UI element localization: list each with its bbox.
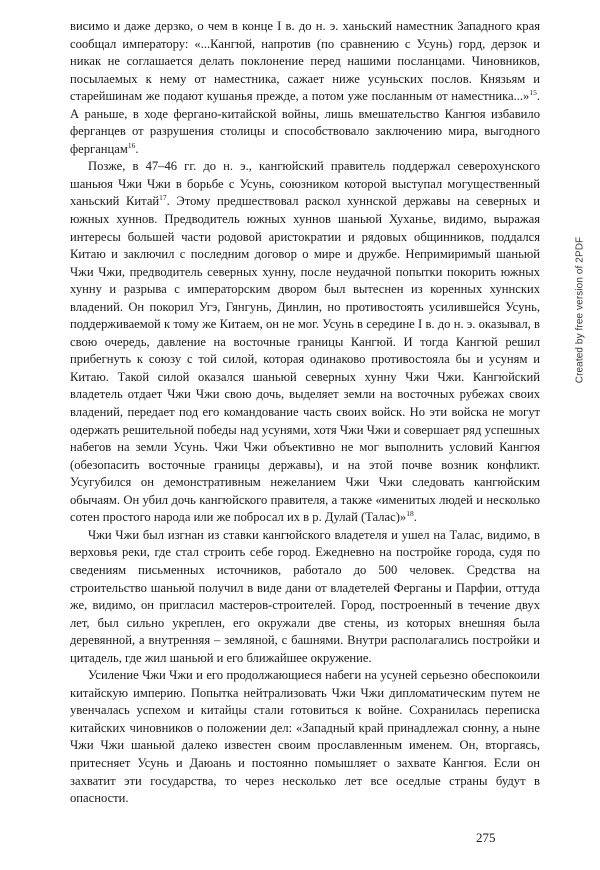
footnote-ref: 17 — [159, 193, 167, 203]
text-run: . Этому предшествовал раскол хуннской державы на северных и южных хуннов. Предводитель южных хуннов шаньюй Хуханье, видимо, выражая интересы большей части родовой аристократии и рядовых общинников, поддался Китаю и заключил с последним договор о мире и дружбе. Непримиримый шаньюй Чжи Чжи, предводитель северных хунну, после неудачной попытки покорить южных хунну и разрыва с императорским двором был вытеснен из коренных хуннских владений. Он покорил Угэ, Гянгунь, Динлин, но противостоять усилившейся Усунь, поддерживаемой к тому же Китаем, он не мог. Усунь в середине I в. до н. э. оказывал, в свою очередь, давление на восточные границы Кангюй. И тогда Кангюй решил прибегнуть к союзу с той силой, которая одинаково противостояла бы и усуням и Китаю. Такой силой оказался шаньюй северных хунну Чжи Чжи. Кангюйский владетель отдает Чжи Чжи свою дочь, выделяет земли на восточных рубежах своих владений, передает под его командование часть своих войск. Но эти войска не могут одержать решительной победы над усунями, хотя Чжи Чжи и совершает ряд успешных набегов на земли Усунь. Чжи Чжи объективно не мог выполнить условий Кангюя (обезопасить восточные границы державы), и на этой почве возник конфликт. Усугубился он демонстративным нежеланием Чжи Чжи следовать кангюйским обычаям. Он убил дочь кангюйского правителя, а также «именитых людей и несколько сотен простого народа или же побросал их в р. Дулай (Талас)» — [70, 194, 541, 525]
text-run: . А раньше, в ходе фергано-китайской войны, лишь вмешательство Кангюя избавило ферганцев от разрушения столицы и способствовало заключению мира, выгодного ферганцам — [70, 89, 540, 156]
text-run: . — [413, 510, 417, 525]
paragraph — [70, 527, 540, 667]
text-run: Чжи Чжи был изгнан из ставки кангюйского владетеля и ушел на Талас, видимо, в верховья реки, где стал строить себе город. Ежедневно на постройке города, судя по сведениям письменных источников, работало до 500 человек. Средства на строительство шаньюй получил в виде дани от владетелей Ферганы и Парфии, оттуда же, видимо, он пригласил мастеров-строителей. Город, построенный в течение двух лет, был сильно укреплен, его окружали две стены, из которых внешняя была деревянной, а внутренняя – земляной, с башнями. Внутри располагались постройки и цитадель, где жил шаньюй и его ближайшее окружение. — [70, 527, 540, 665]
page-number: 275 — [476, 830, 496, 845]
page-body — [70, 18, 540, 808]
paragraph — [70, 18, 540, 158]
footnote-ref: 15 — [529, 88, 537, 98]
watermark-text: Created by free version of 2PDF — [574, 236, 586, 384]
text-run: Усиление Чжи Чжи и его продолжающиеся набеги на усуней серьезно обеспокоили китайскую империю. Попытка нейтрализовать Чжи Чжи дипломатическим путем не увенчалась успехом и китайцы стали готовиться к войне. Сохранилась переписка китайских чиновников о положении дел: «Западный край принадлежал сюнну, а ныне Чжи Чжи шаньюй далеко известен своим прославленным именем. Он, вторгаясь, притесняет Усунь и Даюань и постоянно помышляет о захвате Кангюя. Если он захватит эти государства, то через несколько лет все оседлые страны будут в опасности. — [70, 668, 540, 806]
footnote-ref: 16 — [127, 140, 136, 150]
text-run: Позже, в 47–46 гг. до н. э., кангюйский правитель поддержал северохунского шаньюя Чжи Чжи в борьбе с Усунь, союзником которой выступал могущественный ханьский Китай — [70, 159, 540, 209]
text-run: висимо и даже дерзко, о чем в конце I в. до н. э. ханьский наместник Западного края сообщал императору: «...Кангюй, напротив (по сравнению с Усунь) горд, дерзок и никак не соглашается делать поклонение перед нашими посланцами. Чиновников, посылаемых к нему от наместника, сажает ниже усуньских послов. Князьям и старейшинам же подают кушанья прежде, а потом уже посланным от наместника...» — [70, 19, 540, 104]
paragraph — [70, 158, 540, 526]
footnote-ref: 18 — [406, 509, 414, 519]
paragraph — [70, 667, 540, 807]
text-run: . — [135, 141, 139, 156]
